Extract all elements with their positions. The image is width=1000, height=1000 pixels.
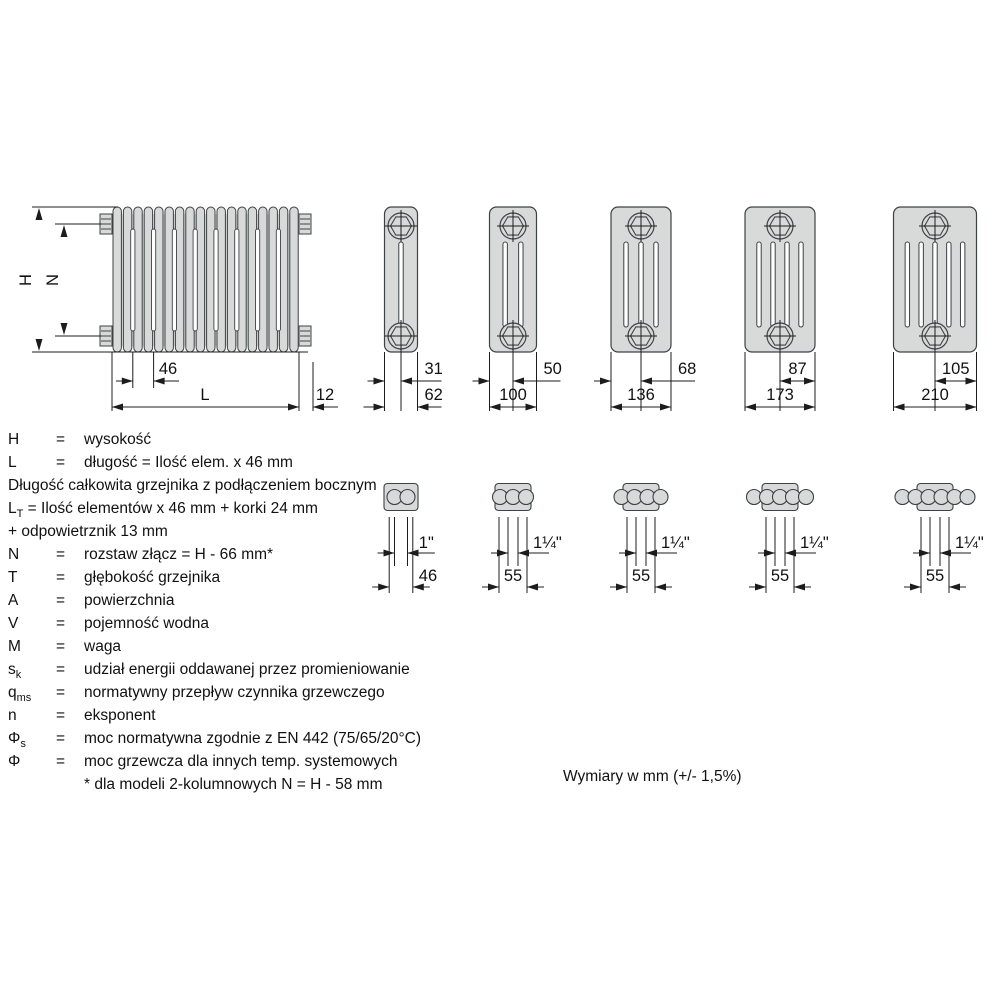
depth-dim-label: 210 [921, 386, 949, 404]
legend-symbol: H [8, 431, 20, 448]
legend-symbol: T [8, 569, 18, 586]
legend-description: wysokość [84, 431, 152, 448]
pitch-dim-label: 55 [503, 567, 523, 585]
length-dim-label: L [200, 386, 210, 404]
connection-size-dim-label: 1¼" [800, 534, 829, 552]
legend-description: waga [84, 638, 122, 655]
legend-symbol: L [8, 454, 17, 471]
legend-symbol: A [8, 592, 19, 609]
top-view-6-columns [895, 484, 984, 594]
element-width-dim-label: 46 [158, 360, 178, 378]
symbol-legend [8, 428, 508, 796]
units-note: Wymiary w mm (+/- 1,5%) [563, 768, 742, 785]
legend-symbol: Φ [8, 753, 21, 770]
legend-symbol: M [8, 638, 21, 655]
legend-symbol: N [8, 546, 20, 563]
pitch-dim-label: 46 [418, 567, 438, 585]
connection-size-dim-label: 1" [418, 534, 434, 552]
legend-description: powierzchnia [84, 592, 175, 609]
cross-section-2-columns [364, 207, 443, 411]
cross-section-4-columns [594, 207, 696, 411]
legend-equals: = [56, 592, 66, 609]
legend-description: normatywny przepływ czynnika grzewczego [84, 684, 385, 701]
depth-dim-label: 136 [627, 386, 655, 404]
legend-description: rozstaw złącz = H - 66 mm* [84, 546, 274, 563]
height-dim-label: H [17, 274, 35, 286]
cross-section-5-columns [745, 207, 815, 411]
half-depth-dim-label: 50 [543, 360, 562, 378]
half-depth-dim-label: 105 [941, 360, 970, 378]
legend-text-line: Długość całkowita grzejnika z podłączeniem bocznym [8, 477, 377, 494]
legend-description: eksponent [84, 707, 156, 724]
legend-equals: = [56, 615, 66, 632]
legend-text-line: + odpowietrznik 13 mm [8, 523, 168, 540]
legend-row [8, 750, 508, 773]
legend-symbol: n [8, 707, 17, 724]
legend-symbol: V [8, 615, 19, 632]
legend-symbol: $\Phi_s$ [8, 730, 26, 751]
legend-row [8, 589, 508, 612]
legend-symbol: $q_{ms}$ [8, 684, 32, 705]
half-depth-dim-label: 87 [788, 360, 807, 378]
legend-footnote: * dla modeli 2-kolumnowych N = H - 58 mm [84, 776, 383, 793]
top-view-5-columns [747, 484, 829, 594]
connection-size-dim-label: 1¼" [955, 534, 984, 552]
legend-equals: = [56, 753, 66, 770]
legend-symbol: $s_k$ [8, 661, 22, 682]
legend-description: moc grzewcza dla innych temp. systemowych [84, 753, 398, 770]
legend-equals: = [56, 730, 66, 747]
legend-row [8, 451, 508, 474]
pitch-dim-label: 55 [631, 567, 651, 585]
legend-equals: = [56, 707, 66, 724]
legend-description: pojemność wodna [84, 615, 209, 632]
legend-description: moc normatywna zgodnie z EN 442 (75/65/20°C) [84, 730, 422, 747]
legend-equals: = [56, 569, 66, 586]
legend-equals: = [56, 546, 66, 563]
depth-dim-label: 100 [499, 386, 527, 404]
legend-row [8, 635, 508, 658]
legend-formula-line: $L_T$ = Ilość elementów x 46 mm + korki 24 mm [8, 500, 318, 521]
legend-row [8, 727, 508, 750]
radiator-front-view [17, 207, 338, 411]
pitch-dim-label: 55 [770, 567, 790, 585]
legend-row [8, 658, 508, 681]
legend-row [8, 566, 508, 589]
legend-equals: = [56, 661, 66, 678]
end-offset-dim-label: 12 [315, 386, 335, 404]
connection-size-dim-label: 1¼" [533, 534, 562, 552]
legend-row [8, 428, 508, 451]
cross-section-6-columns [894, 207, 977, 411]
connection-spacing-dim-label: N [44, 274, 62, 286]
legend-row [8, 612, 508, 635]
depth-dim-label: 62 [424, 386, 443, 404]
connection-size-dim-label: 1¼" [661, 534, 690, 552]
half-depth-dim-label: 31 [424, 360, 443, 378]
top-view-4-columns [610, 484, 690, 594]
legend-row [8, 543, 508, 566]
legend-equals: = [56, 431, 66, 448]
legend-equals: = [56, 454, 66, 471]
half-depth-dim-label: 68 [678, 360, 697, 378]
pitch-dim-label: 55 [925, 567, 945, 585]
legend-description: długość = Ilość elem. x 46 mm [84, 454, 293, 471]
cross-section-3-columns [473, 207, 562, 411]
legend-row [8, 681, 508, 704]
legend-row [8, 704, 508, 727]
legend-equals: = [56, 684, 66, 701]
depth-dim-label: 173 [766, 386, 794, 404]
legend-description: głębokość grzejnika [84, 569, 221, 586]
legend-description: udział energii oddawanej przez promieniowanie [84, 661, 410, 678]
legend-equals: = [56, 638, 66, 655]
